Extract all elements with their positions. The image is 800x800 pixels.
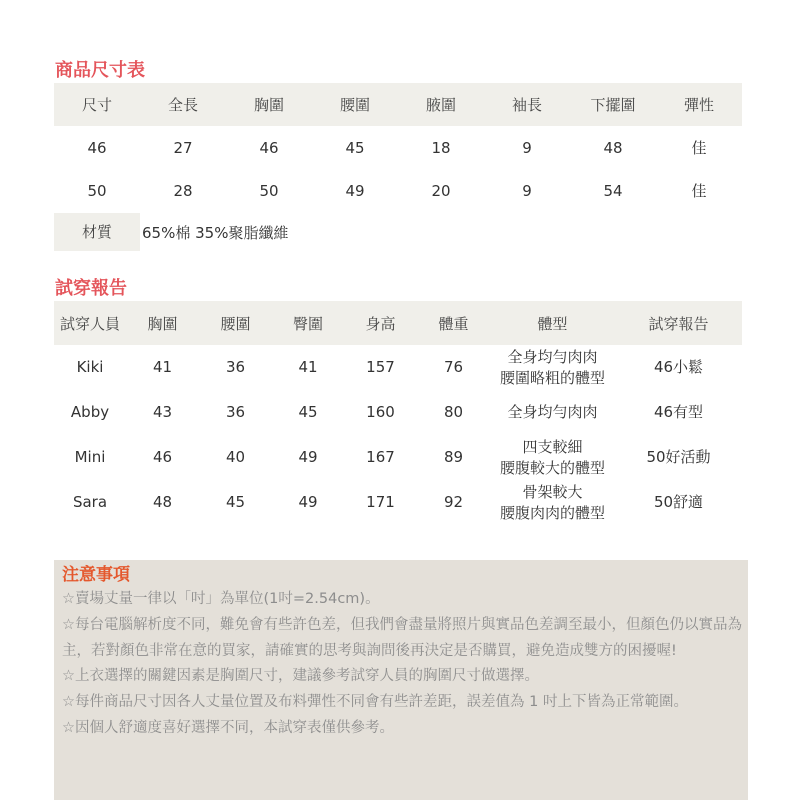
trial-header-cell: 試穿人員 bbox=[54, 301, 126, 345]
size-header-cell: 胸圍 bbox=[226, 83, 312, 126]
trial-hip-cell: 49 bbox=[298, 448, 318, 466]
trial-header-cell: 體重 bbox=[417, 301, 490, 345]
note-item: ☆每件商品尺寸因各人丈量位置及布料彈性不同會有些許差距，誤差值為 1 吋上下皆為正常範圍。 bbox=[62, 694, 688, 711]
size-cell: 28 bbox=[173, 181, 193, 200]
trial-hip-cell: 45 bbox=[298, 403, 318, 421]
trial-name-cell: Mini bbox=[74, 448, 106, 466]
trial-report-title: 試穿報告 bbox=[55, 278, 127, 299]
body-type-line: 腰圍略粗的體型 bbox=[499, 368, 605, 387]
size-cell: 9 bbox=[522, 181, 532, 200]
trial-report-cell: 46有型 bbox=[653, 403, 704, 421]
note-item: ☆因個人舒適度喜好選擇不同，本試穿表僅供參考。 bbox=[62, 719, 394, 736]
size-chart-row bbox=[54, 169, 742, 212]
trial-body-type-cell bbox=[490, 480, 615, 525]
body-type-line: 骨架較大 bbox=[522, 482, 583, 501]
note-item: ☆上衣選擇的關鍵因素是胸圍尺寸，建議參考試穿人員的胸圍尺寸做選擇。 bbox=[62, 668, 539, 685]
trial-report-cell: 46小鬆 bbox=[653, 358, 704, 376]
trial-row bbox=[54, 345, 742, 390]
size-header-cell: 全長 bbox=[140, 83, 226, 126]
size-cell: 45 bbox=[345, 138, 365, 157]
size-header-cell: 尺寸 bbox=[54, 83, 140, 126]
trial-chest-cell: 46 bbox=[152, 448, 173, 466]
trial-chest-cell: 43 bbox=[152, 403, 173, 421]
size-cell: 50 bbox=[259, 181, 279, 200]
trial-report-cell: 50好活動 bbox=[646, 448, 711, 466]
size-cell: 49 bbox=[345, 181, 365, 200]
notes-panel bbox=[54, 560, 748, 800]
trial-header-row bbox=[54, 301, 742, 345]
body-type-line: 四支較細 bbox=[522, 437, 583, 456]
size-header-cell: 腰圍 bbox=[312, 83, 398, 126]
trial-waist-cell: 36 bbox=[225, 403, 246, 421]
size-header-cell: 腋圍 bbox=[398, 83, 484, 126]
trial-weight-cell: 80 bbox=[443, 403, 464, 421]
note-item: ☆每台電腦解析度不同，難免會有些許色差，但我們會盡量將照片與實品色差調至最小，但顏色仍以實品為主，若對顏色非常在意的買家，請確實的思考與詢問後再決定是否購買，避免造成雙方的困擾喔! bbox=[62, 616, 742, 659]
size-header-cell: 袖長 bbox=[484, 83, 570, 126]
size-header-cell: 下擺圍 bbox=[570, 83, 656, 126]
trial-hip-cell: 41 bbox=[298, 358, 318, 376]
note-item: ☆賣場丈量一律以「吋」為單位(1吋=2.54cm)。 bbox=[62, 591, 380, 607]
trial-body-type-cell bbox=[490, 345, 615, 390]
size-cell: 20 bbox=[431, 181, 451, 200]
body-type-line: 全身均勻肉肉 bbox=[507, 347, 598, 366]
trial-report-table bbox=[54, 301, 742, 525]
trial-header-cell: 體型 bbox=[490, 301, 615, 345]
trial-height-cell: 167 bbox=[366, 448, 395, 466]
trial-chest-cell: 48 bbox=[152, 493, 173, 511]
trial-weight-cell: 92 bbox=[443, 493, 464, 511]
size-cell: 9 bbox=[522, 138, 532, 157]
size-cell: 27 bbox=[173, 138, 193, 157]
trial-body-type-cell bbox=[490, 435, 615, 480]
trial-chest-cell: 41 bbox=[152, 358, 173, 376]
trial-body-type-cell bbox=[490, 390, 615, 435]
size-cell: 佳 bbox=[691, 182, 707, 200]
size-header-cell: 彈性 bbox=[656, 83, 742, 126]
size-cell: 50 bbox=[87, 181, 107, 200]
notes-title: 注意事項 bbox=[62, 565, 130, 585]
trial-weight-cell: 89 bbox=[443, 448, 464, 466]
trial-height-cell: 157 bbox=[366, 358, 395, 376]
trial-header-cell: 臀圍 bbox=[272, 301, 344, 345]
body-type-line: 全身均勻肉肉 bbox=[507, 403, 598, 421]
size-chart-table bbox=[54, 83, 742, 212]
size-cell: 46 bbox=[87, 138, 107, 157]
trial-header-cell: 腰圍 bbox=[199, 301, 272, 345]
trial-name-cell: Kiki bbox=[76, 358, 104, 376]
material-value: 65%棉 35%聚脂纖維 bbox=[142, 223, 289, 242]
size-chart-header-row bbox=[54, 83, 742, 126]
size-chart-row bbox=[54, 126, 742, 169]
trial-hip-cell: 49 bbox=[298, 493, 318, 511]
material-label: 材質 bbox=[54, 213, 140, 251]
size-chart-title: 商品尺寸表 bbox=[55, 60, 145, 81]
trial-weight-cell: 76 bbox=[443, 358, 464, 376]
trial-height-cell: 160 bbox=[366, 403, 395, 421]
size-cell: 54 bbox=[603, 181, 623, 200]
trial-row bbox=[54, 435, 742, 480]
trial-row bbox=[54, 480, 742, 525]
trial-waist-cell: 45 bbox=[225, 493, 246, 511]
trial-name-cell: Sara bbox=[72, 493, 108, 511]
trial-name-cell: Abby bbox=[70, 403, 110, 421]
material-row bbox=[54, 213, 288, 251]
trial-waist-cell: 36 bbox=[225, 358, 246, 376]
body-type-line: 腰腹較大的體型 bbox=[499, 458, 605, 477]
trial-header-cell: 試穿報告 bbox=[615, 301, 742, 345]
size-cell: 18 bbox=[431, 138, 451, 157]
trial-report-cell: 50舒適 bbox=[653, 493, 704, 511]
trial-header-cell: 胸圍 bbox=[126, 301, 199, 345]
trial-header-cell: 身高 bbox=[344, 301, 417, 345]
body-type-line: 腰腹肉肉的體型 bbox=[499, 503, 605, 522]
trial-row bbox=[54, 390, 742, 435]
trial-waist-cell: 40 bbox=[225, 448, 246, 466]
size-cell: 46 bbox=[259, 138, 279, 157]
size-cell: 48 bbox=[603, 138, 623, 157]
notes-list bbox=[62, 587, 742, 742]
size-cell: 佳 bbox=[691, 139, 707, 157]
trial-height-cell: 171 bbox=[366, 493, 395, 511]
